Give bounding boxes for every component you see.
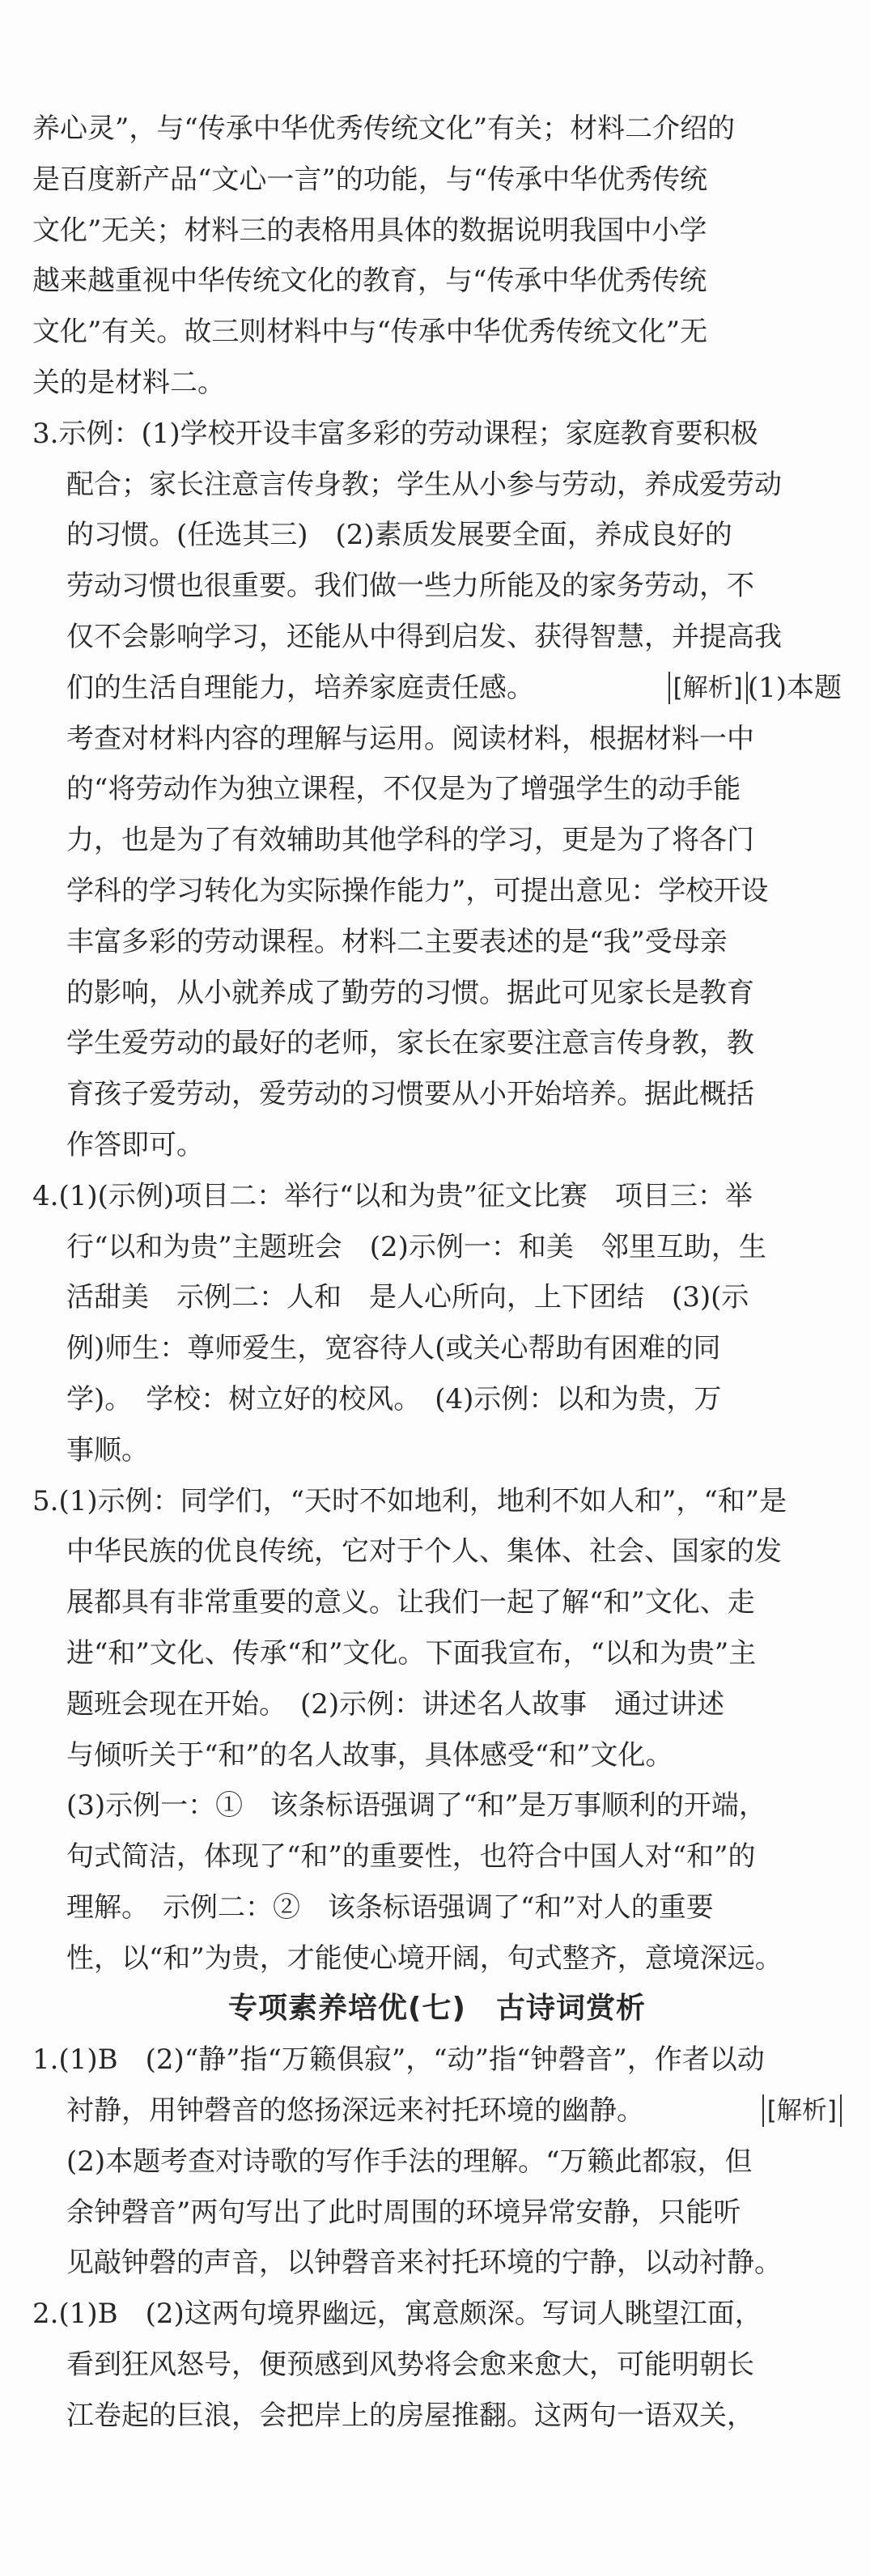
text-line: 事顺。 <box>66 1433 149 1466</box>
text-line: 展都具有非常重要的意义。让我们一起了解“和”文化、走 <box>66 1586 755 1619</box>
text-line: 余钟磬音”两句写出了此时周围的环境异常安静，只能听 <box>66 2196 741 2229</box>
answer-text <box>32 104 842 2442</box>
text-line: 见敲钟磬的声音，以钟磬音来衬托环境的宁静，以动衬静。 <box>66 2247 782 2280</box>
question-3-start: 3.示例：(1)学校开设丰富多彩的劳动课程；家庭教育要积极 <box>32 417 758 450</box>
text-line: 学生爱劳动的最好的老师，家长在家要注意言传身教，教 <box>66 1027 754 1060</box>
text-line: 越来越重视中华传统文化的教育，与“传承中华优秀传统 <box>32 265 707 298</box>
text-line: 性，以“和”为贵，才能使心境开阔，句式整齐，意境深远。 <box>66 1942 783 1975</box>
text-line: 仅不会影响学习，还能从中得到启发、获得智慧，并提高我 <box>66 620 782 653</box>
text-line: 劳动习惯也很重要。我们做一些力所能及的家务劳动，不 <box>66 570 754 603</box>
text-line: 句式简洁，体现了“和”的重要性，也符合中国人对“和”的 <box>66 1840 756 1874</box>
text-line: 丰富多彩的劳动课程。材料二主要表述的是“我”受母亲 <box>66 925 728 958</box>
text-line: 考查对材料内容的理解与运用。阅读材料，根据材料一中 <box>66 722 754 755</box>
section-title: 专项素养培优(七) 古诗词赏析 <box>228 1992 646 2026</box>
poem-question-1-start <box>32 2035 842 2086</box>
text-line: 学)。 学校：树立好的校风。 (4)示例：以和为贵，万 <box>66 1382 722 1415</box>
analysis-tag: [解析] <box>762 2094 842 2127</box>
text-line-with-tag <box>32 2086 842 2137</box>
text-line: 题班会现在开始。 (2)示例：讲述名人故事 通过讲述 <box>66 1687 725 1721</box>
poem-question-2-start: 2.(1)B (2)这两句境界幽远，寓意颇深。写词人眺望江面， <box>32 2298 762 2331</box>
question-5-start: 5.(1)示例：同学们，“天时不如地利，地利不如人和”，“和”是 <box>32 1484 787 1517</box>
text-line: 中华民族的优良传统，它对于个人、集体、社会、国家的发 <box>66 1535 782 1568</box>
text-segment: 1.(1)B (2)“静”指“万籁俱寂”，“动”指“钟磬音”，作者以动 <box>32 2043 765 2077</box>
text-line: 的习惯。(任选其三) (2)素质发展要全面，养成良好的 <box>66 519 732 552</box>
page-margin <box>0 2525 870 2576</box>
text-line: (2)本题考查对诗歌的写作手法的理解。“万籁此都寂，但 <box>66 2145 753 2178</box>
analysis-tag: [解析] <box>668 672 748 704</box>
text-line: 养心灵”，与“传承中华优秀传统文化”有关；材料二介绍的 <box>32 112 736 145</box>
text-line: 理解。 示例二：② 该条标语强调了“和”对人的重要 <box>66 1891 714 1924</box>
text-line: 进“和”文化、传承“和”文化。下面我宣布，“以和为贵”主 <box>66 1636 757 1670</box>
text-line: 文化”无关；材料三的表格用具体的数据说明我国中小学 <box>32 214 707 247</box>
text-line: 文化”有关。故三则材料中与“传承中华优秀传统文化”无 <box>32 316 708 349</box>
text-line-with-tag <box>32 663 842 714</box>
text-line: 作答即可。 <box>66 1128 204 1161</box>
text-line: 与倾听关于“和”的名人故事，具体感受“和”文化。 <box>66 1738 673 1772</box>
text-line: 配合；家长注意言传身教；学生从小参与劳动，养成爱劳动 <box>66 468 782 501</box>
text-line: 看到狂风怒号，便预感到风势将会愈来愈大，可能明朝长 <box>66 2349 754 2382</box>
question-4-start: 4.(1)(示例)项目二：举行“以和为贵”征文比赛 项目三：举 <box>32 1179 753 1212</box>
text-segment: 们的生活自理能力，培养家庭责任感。 <box>66 671 534 704</box>
text-line: 行“以和为贵”主题班会 (2)示例一：和美 邻里互助，生 <box>66 1230 766 1263</box>
text-line: 的“将劳动作为独立课程，不仅是为了增强学生的动手能 <box>66 773 741 806</box>
text-line: 江卷起的巨浪，会把岸上的房屋推翻。这两句一语双关， <box>66 2399 754 2432</box>
text-line: 的影响，从小就养成了勤劳的习惯。据此可见家长是教育 <box>66 976 754 1009</box>
text-line: 是百度新产品“文心一言”的功能，与“传承中华优秀传统 <box>32 163 708 196</box>
text-line: 活甜美 示例二：人和 是人心所向，上下团结 (3)(示 <box>66 1281 749 1314</box>
text-line: 关的是材料二。 <box>32 366 225 399</box>
text-segment: (1)本题 <box>747 671 842 704</box>
text-segment: 衬静，用钟磬音的悠扬深远来衬托环境的幽静。 <box>66 2094 644 2128</box>
text-line: 学科的学习转化为实际操作能力”，可提出意见：学校开设 <box>66 874 769 907</box>
text-line: 力，也是为了有效辅助其他学科的学习，更是为了将各门 <box>66 824 754 857</box>
text-line: 例)师生：尊师爱生，宽容待人(或关心帮助有困难的同 <box>66 1332 721 1365</box>
text-line: (3)示例一：① 该条标语强调了“和”是万事顺利的开端， <box>66 1789 766 1823</box>
text-line: 育孩子爱劳动，爱劳动的习惯要从小开始培养。据此概括 <box>66 1078 754 1111</box>
